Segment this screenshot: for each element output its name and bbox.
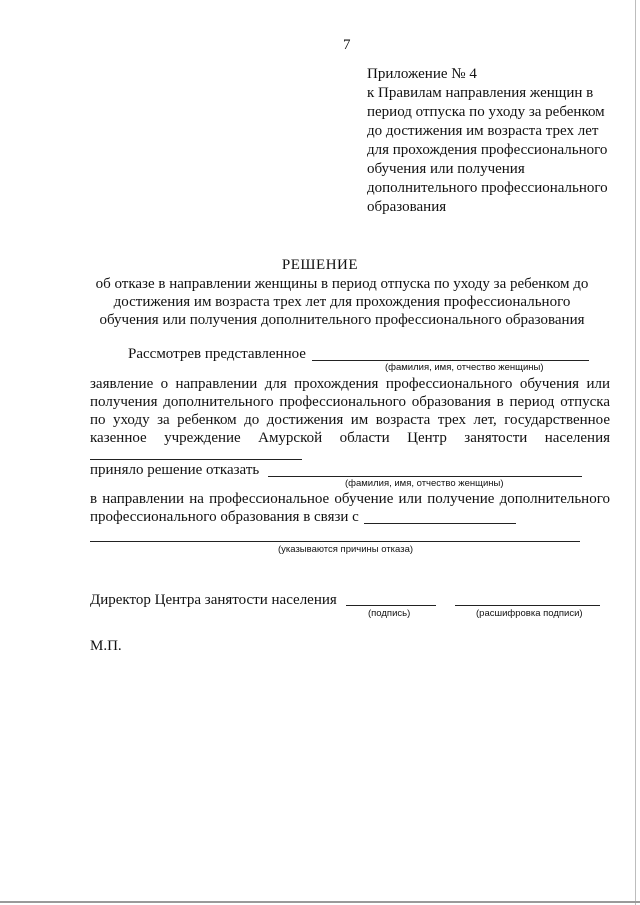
document-title: РЕШЕНИЕ — [281, 257, 359, 273]
page-number: 7 — [343, 37, 351, 53]
subtitle-line: обучения или получения дополнительного профессионального образования — [99, 312, 585, 328]
stamp-place: М.П. — [90, 638, 122, 654]
name-blank-2 — [268, 476, 582, 477]
reason-line — [90, 541, 580, 542]
paragraph-line: казенное учреждение Амурской области Центр занятости населения — [90, 430, 610, 446]
subtitle-line: об отказе в направлении женщины в период отпуска по уходу за ребенком до — [95, 276, 589, 292]
paragraph-line: получения дополнительного профессионального образования в период отпуска — [90, 394, 610, 410]
paragraph-line: по уходу за ребенком до достижения им возраста трех лет, государственное — [90, 412, 610, 428]
subtitle-line: достижения им возраста трех лет для прохождения профессионального — [113, 294, 571, 310]
name-blank-1 — [312, 360, 589, 361]
paragraph-line: заявление о направлении для прохождения профессионального обучения или — [90, 376, 610, 392]
hint-name-2: (фамилия, имя, отчество женщины) — [345, 478, 504, 489]
hint-reason: (указываются причины отказа) — [278, 544, 414, 555]
appendix-line: для прохождения профессионального — [367, 142, 608, 158]
refuse-line: профессионального образования в связи с — [90, 509, 359, 525]
appendix-line: дополнительного профессионального — [367, 180, 608, 196]
signature-blank — [346, 605, 436, 606]
hint-name-1: (фамилия, имя, отчество женщины) — [385, 362, 544, 373]
page-edge — [635, 0, 636, 905]
hint-signature: (подпись) — [368, 608, 411, 619]
considered-label: Рассмотрев представленное — [128, 346, 306, 362]
decoding-blank — [455, 605, 600, 606]
refuse-line: в направлении на профессиональное обучение или получение дополнительного — [90, 491, 610, 507]
blank-line — [90, 459, 302, 460]
appendix-line: обучения или получения — [367, 161, 525, 177]
appendix-line: к Правилам направления женщин в — [367, 85, 594, 101]
director-label: Директор Центра занятости населения — [90, 592, 337, 608]
decided-label: приняло решение отказать — [90, 462, 260, 478]
hint-decoding: (расшифровка подписи) — [476, 608, 583, 619]
appendix-line: Приложение № 4 — [367, 66, 477, 82]
appendix-line: период отпуска по уходу за ребенком — [367, 104, 605, 120]
appendix-line: образования — [367, 199, 447, 215]
appendix-line: до достижения им возраста трех лет — [367, 123, 599, 139]
page-edge-bottom — [0, 901, 640, 903]
reason-blank — [364, 523, 516, 524]
